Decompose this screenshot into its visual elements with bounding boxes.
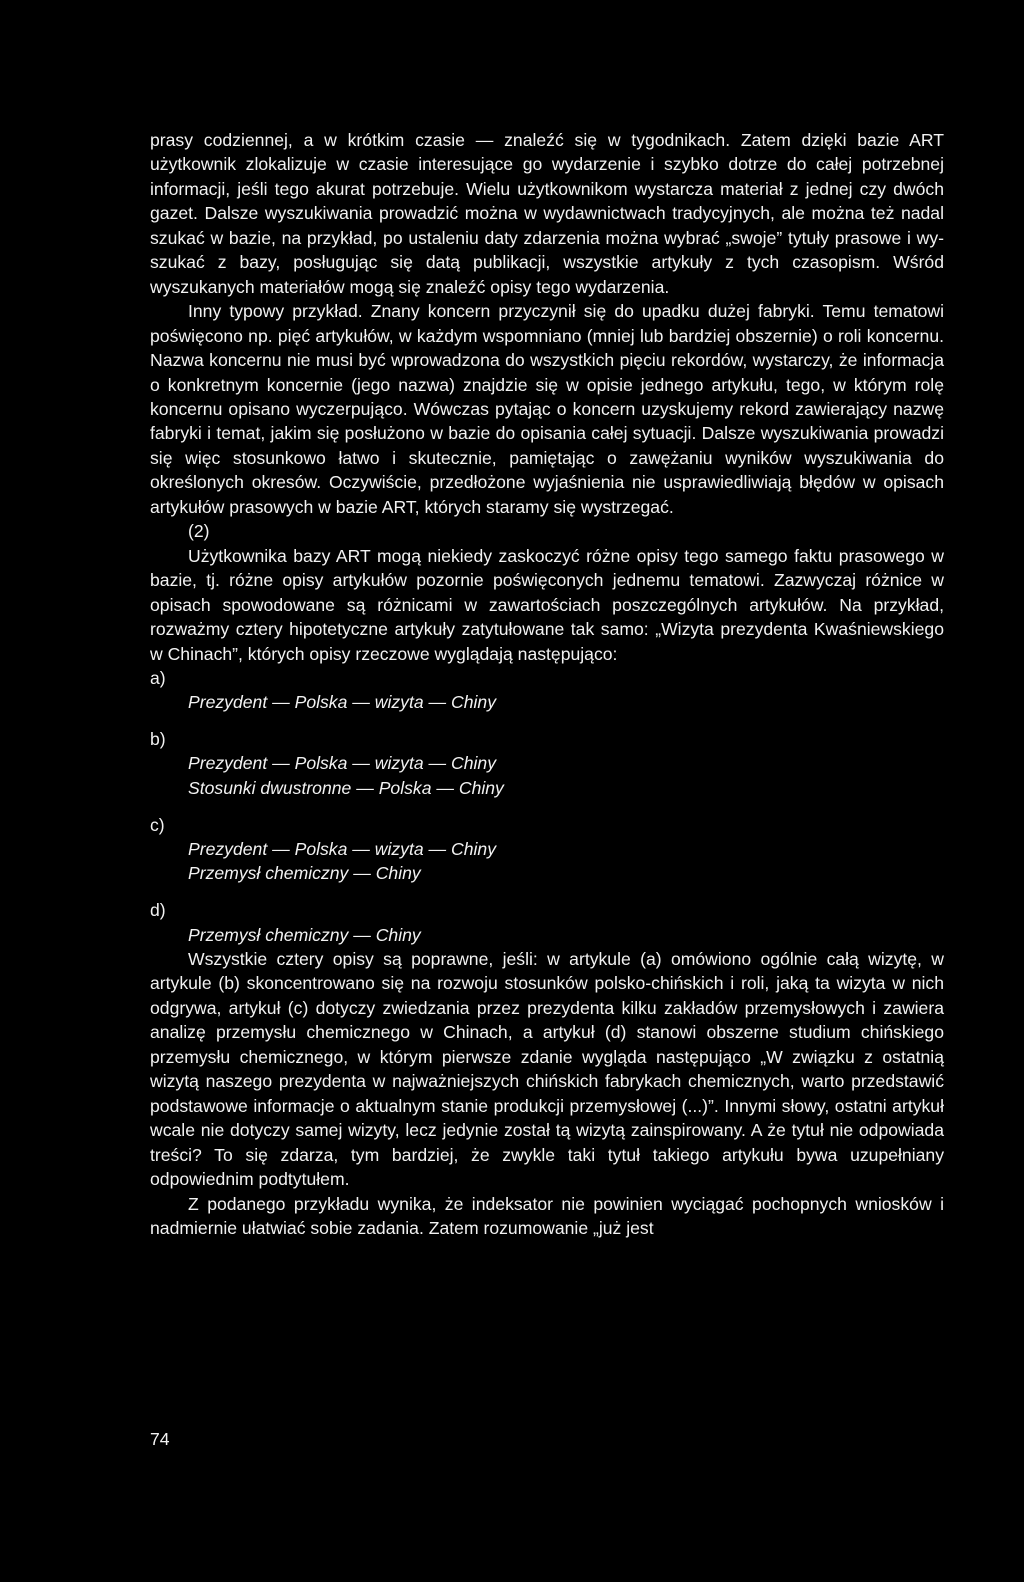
paragraph-5: Z podanego przykładu wynika, że indeksator nie powinien wyciągać pochopnych wniosków i nadmiernie ułatwiać sobie zadania. Zatem rozumowanie „już jest <box>150 1193 944 1238</box>
list-item-c-line-1: Prezydent — Polska — wizyta — Chiny <box>188 839 496 860</box>
list-item-d-line-1: Przemysł chemiczny — Chiny <box>188 924 421 945</box>
page-text-column <box>150 128 944 1240</box>
paragraph-2: Inny typowy przykład. Znany koncern przyczynił się do upadku dużej fabryki. Temu tematowi poświęcono np. pięć artykułów, w każdym wspomniano (mniej lub bardziej obszernie) o roli koncernu. Nazwa koncernu nie musi być wprowadzona do wszystkich pięciu rekordów, wystarczy, że informacja o konkretnym koncernie (jego nazwa) znajdzie się w opisie jednego artykułu, tego, w którym rolę koncernu opisano wyczerpująco. Wówczas pytając o koncern uzyskujemy rekord zawierający nazwę fabryki i temat, jakim się posłużono w bazie do opisania całej sytuacji. Dalsze wyszukiwania prowadzi się więc stosunkowo łatwo i skutecznie, pamiętając o zawężaniu wyników wyszukiwania do określonych okresów. Oczywiście, przedłożone wyjaśnienia nie usprawiedliwiają błędów w opisach artykułów prasowych w bazie ART, których staramy się wystrzegać. <box>150 301 944 517</box>
list-item-b <box>150 751 944 800</box>
section-label: (2) <box>188 521 210 542</box>
list-item-a <box>150 690 944 714</box>
paragraph-4: Wszystkie cztery opisy są poprawne, jeśli: w artykule (a) omówiono ogólnie całą wizytę, w artykule (b) skoncentrowano się na rozwoju stosunków polsko-chińskich i roli, jaką ta wizyta w nich odgrywa, artykuł (c) dotyczy zwiedzania przez prezydenta kilku zakładów przemysłowych i zawiera analizę przemysłu chemicznego w Chinach, a artykuł (d) stanowi obszerne studium chińskiego przemysłu chemicznego, w którym pierwsze zdanie wygląda następująco „W związku z ostatnią wizytą naszego prezydenta w najważniejszych chińskich fabrykach chemicznych, warto przedstawić podstawowe informacje o aktualnym stanie produkcji przemysłowej (...)”. Innymi słowy, ostatni artykuł wcale nie dotyczy samej wizyty, lecz jedynie został tą wizytą zainspirowany. A że tytuł nie odpowiada treści? To się zdarza, tym bardziej, że zwykle taki tytuł takiego artykułu bywa uzupełniany odpowiednim podtytułem. <box>150 949 944 1190</box>
list-item-b-line-2: Stosunki dwustronne — Polska — Chiny <box>188 777 504 798</box>
list-item-c <box>150 837 944 886</box>
list-label-b: b) <box>150 729 166 750</box>
paragraph-3: Użytkownika bazy ART mogą niekiedy zaskoczyć różne opisy tego samego faktu prasowego w bazie, tj. różne opisy artykułów pozornie poświęconych jednemu tematowi. Zazwyczaj różnice w opisach spowodowane są różnicami w zawartościach poszczególnych artykułów. Na przykład, rozważmy cztery hipotetyczne artykuły zatytułowane tak samo: „Wizyta prezydenta Kwaśniewskiego w Chinach”, których opisy rzeczowe wyglądają następująco: <box>150 545 944 664</box>
list-item-b-line-1: Prezydent — Polska — wizyta — Chiny <box>188 753 496 774</box>
page-number: 74 <box>150 1429 170 1449</box>
list-label-c: c) <box>150 814 165 835</box>
example-list <box>150 666 944 947</box>
list-label-a: a) <box>150 667 166 688</box>
list-item-c-line-2: Przemysł chemiczny — Chiny <box>188 863 421 884</box>
paragraph-1: prasy codziennej, a w krótkim czasie — znaleźć się w tygodnikach. Zatem dzięki bazie ART użytkownik zlokalizuje w czasie interesujące go wydarzenie i szybko dotrze do całej potrzebnej informacji, jeśli tego akurat potrzebuje. Wielu użytkownikom wystarcza materiał z jednej czy dwóch gazet. Dalsze wyszukiwania prowadzić można w wydawnictwach tradycyjnych, ale można też nadal szukać w bazie, na przykład, po ustaleniu daty zdarzenia można wybrać „swoje” tytuły prasowe i wyszukać z bazy, posługując się datą publikacji, wszystkie artykuły z tych czasopism. Wśród wyszukanych materiałów mogą się znaleźć opisy tego wydarzenia. <box>150 130 944 297</box>
list-item-a-line-1: Prezydent — Polska — wizyta — Chiny <box>188 692 496 713</box>
list-item-d <box>150 923 944 947</box>
list-label-d: d) <box>150 900 166 921</box>
